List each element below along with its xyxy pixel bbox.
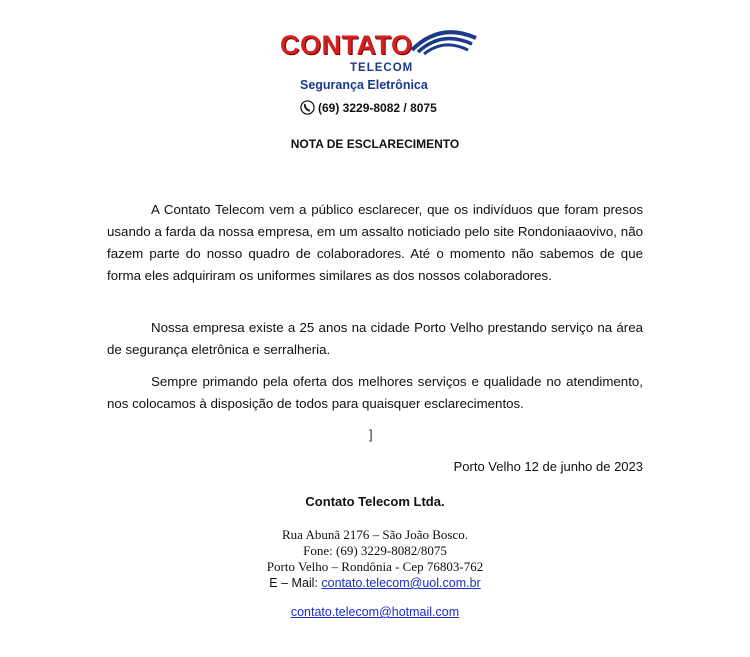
address-block — [0, 527, 750, 591]
email-link-uol[interactable]: contato.telecom@uol.com.br — [321, 576, 481, 590]
date-line: Porto Velho 12 de junho de 2023 — [453, 459, 643, 474]
logo-telecom-text: TELECOM — [350, 62, 414, 74]
phone-icon — [300, 100, 315, 115]
address-city: Porto Velho – Rondônia - Cep 76803-762 — [266, 559, 484, 574]
company-logo — [280, 20, 480, 118]
logo-subtitle: Segurança Eletrônica — [300, 78, 428, 92]
text-mark: ] — [369, 427, 373, 442]
paragraph-2: Nossa empresa existe a 25 anos na cidade Porto Velho prestando serviço na área de segurança eletrônica e serralheria. — [107, 320, 643, 357]
address-phone: Fone: (69) 3229-8082/8075 — [303, 543, 447, 558]
page-title: NOTA DE ESCLARECIMENTO — [290, 137, 460, 151]
email-prefix: E – Mail: — [269, 576, 322, 590]
logo-brand-text: CONTATO — [280, 30, 413, 60]
paragraph-3: Sempre primando pela oferta dos melhores serviços e qualidade no atendimento, nos colocamos à disposição de todos para quaisquer esclarecimentos. — [107, 374, 643, 411]
email-link-hotmail[interactable]: contato.telecom@hotmail.com — [290, 605, 460, 619]
logo-phone-number: (69) 3229-8082 / 8075 — [318, 100, 437, 115]
paragraph-1: A Contato Telecom vem a público esclarecer, que os indivíduos que foram presos usando a farda da nossa empresa, em um assalto noticiado pelo site Rondoniaaovivo, não fazem parte do nosso quadro de colaboradores. Até o momento não sabemos de que forma eles adquiriram os uniformes similares as dos nossos colaboradores. — [107, 202, 643, 283]
email-line-2 — [0, 605, 750, 619]
address-street: Rua Abunã 2176 – São João Bosco. — [282, 527, 468, 542]
logo-phone-line — [300, 100, 437, 115]
signal-arcs-icon — [410, 20, 480, 56]
email-line — [0, 575, 750, 591]
company-name: Contato Telecom Ltda. — [305, 494, 445, 509]
